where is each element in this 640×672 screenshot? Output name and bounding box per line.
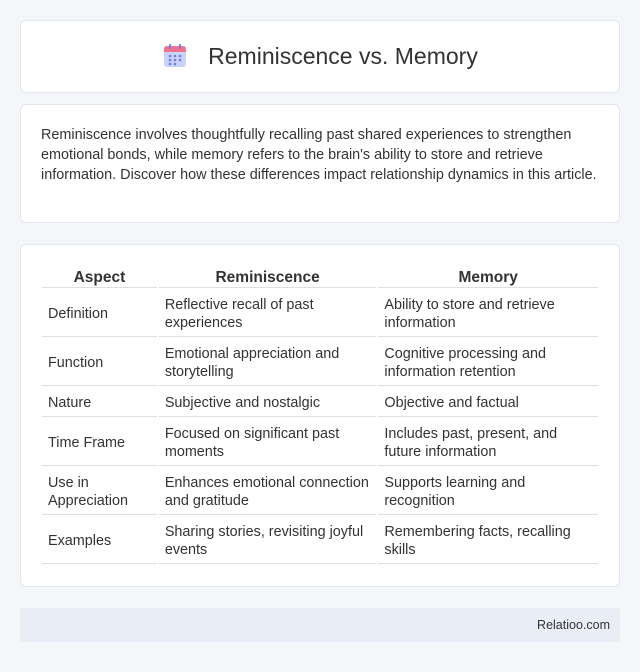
table-row bbox=[42, 388, 598, 417]
reminiscence-cell: Focused on significant past moments bbox=[159, 419, 377, 466]
aspect-cell: Nature bbox=[42, 388, 157, 417]
intro-card bbox=[20, 104, 620, 223]
memory-cell: Supports learning and recognition bbox=[378, 468, 598, 515]
header-aspect: Aspect bbox=[42, 265, 157, 288]
aspect-cell: Examples bbox=[42, 517, 157, 564]
table-header-row bbox=[42, 265, 598, 288]
table-row bbox=[42, 517, 598, 564]
page-title: Reminiscence vs. Memory bbox=[208, 43, 478, 69]
footer bbox=[20, 608, 620, 642]
aspect-cell: Use in Appreciation bbox=[42, 468, 157, 515]
reminiscence-cell: Sharing stories, revisiting joyful events bbox=[159, 517, 377, 564]
reminiscence-cell: Reflective recall of past experiences bbox=[159, 290, 377, 337]
reminiscence-cell: Emotional appreciation and storytelling bbox=[159, 339, 377, 386]
table-row bbox=[42, 290, 598, 337]
memory-cell: Ability to store and retrieve information bbox=[378, 290, 598, 337]
aspect-cell: Function bbox=[42, 339, 157, 386]
header-reminiscence: Reminiscence bbox=[159, 265, 377, 288]
reminiscence-cell: Enhances emotional connection and gratitude bbox=[159, 468, 377, 515]
memory-cell: Objective and factual bbox=[378, 388, 598, 417]
table-row bbox=[42, 339, 598, 386]
aspect-cell: Definition bbox=[42, 290, 157, 337]
intro-text: Reminiscence involves thoughtfully recalling past shared experiences to strengthen emotional bonds, while memory refers to the brain's ability to store and retrieve information. Discover how these differences impact relationship dynamics in this article. bbox=[41, 127, 597, 183]
comparison-card bbox=[20, 244, 620, 587]
title-card bbox=[20, 20, 620, 93]
table-row bbox=[42, 468, 598, 515]
memory-cell: Cognitive processing and information retention bbox=[378, 339, 598, 386]
aspect-cell: Time Frame bbox=[42, 419, 157, 466]
comparison-table bbox=[40, 263, 600, 566]
footer-brand[interactable]: Relatioo.com bbox=[537, 618, 610, 632]
reminiscence-cell: Subjective and nostalgic bbox=[159, 388, 377, 417]
memory-cell: Remembering facts, recalling skills bbox=[378, 517, 598, 564]
memory-cell: Includes past, present, and future information bbox=[378, 419, 598, 466]
calendar-icon bbox=[162, 43, 188, 69]
table-row bbox=[42, 419, 598, 466]
header-memory: Memory bbox=[378, 265, 598, 288]
